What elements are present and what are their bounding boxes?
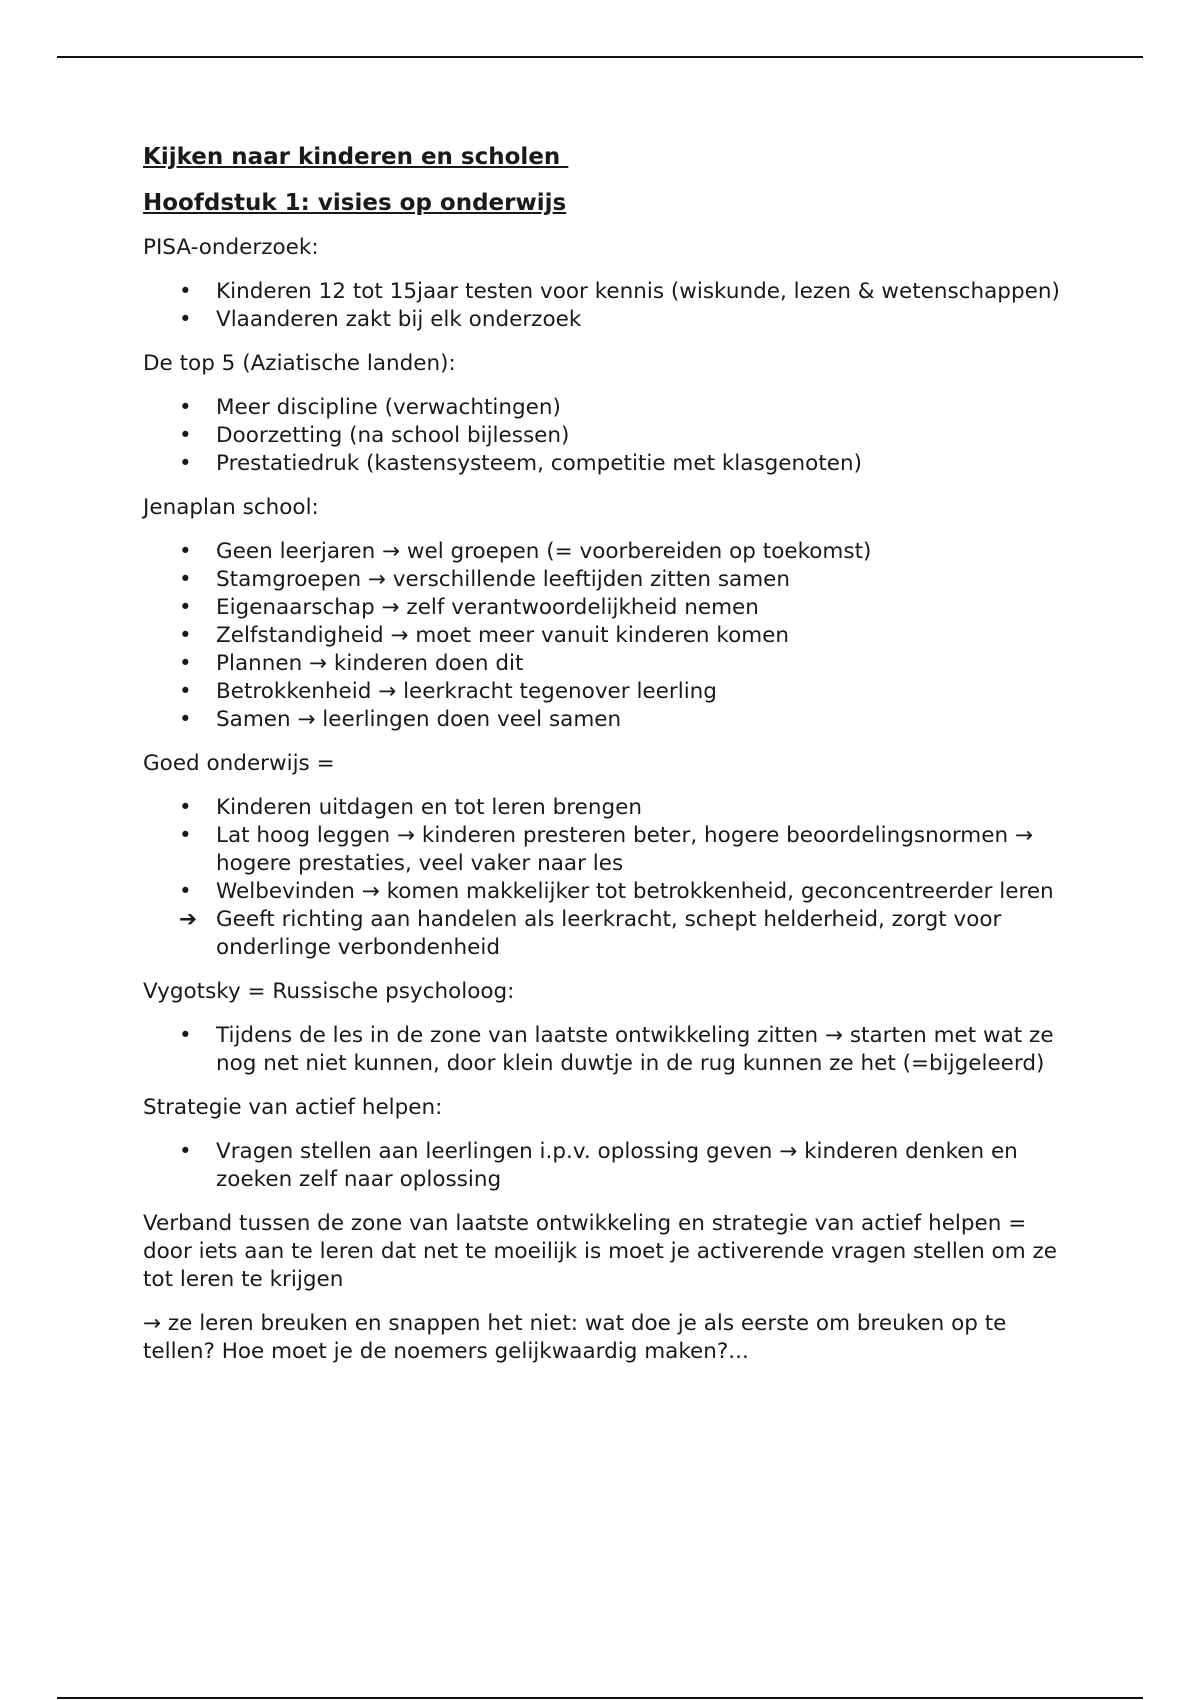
- document-title: Kijken naar kinderen en scholen: [143, 144, 569, 170]
- closing-paragraph: Verband tussen de zone van laatste ontwikkeling en strategie van actief helpen = door iets aan te leren dat net te moeilijk is moet je activerende vragen stellen om ze tot leren te krijgen: [143, 1211, 1057, 1292]
- list-item: [143, 794, 1063, 822]
- list-item: [143, 594, 1063, 622]
- list-item-text: Kinderen 12 tot 15jaar testen voor kennis (wiskunde, lezen & wetenschappen): [216, 279, 1060, 304]
- section-heading: Goed onderwijs =: [143, 751, 335, 776]
- chapter-title: Hoofdstuk 1: visies op onderwijs: [143, 190, 567, 216]
- list-item-text: Zelfstandigheid → moet meer vanuit kinderen komen: [216, 623, 790, 648]
- bullet-icon: •: [179, 795, 192, 820]
- section-heading: PISA-onderzoek:: [143, 235, 319, 260]
- list-item-text: Doorzetting (na school bijlessen): [216, 423, 570, 448]
- list-item-text: Welbevinden → komen makkelijker tot betrokkenheid, geconcentreerder leren: [216, 879, 1054, 904]
- closing-example: → ze leren breuken en snappen het niet: wat doe je als eerste om breuken op te tellen? Hoe moet je de noemers gelijkwaardig maken?...: [143, 1311, 1007, 1364]
- bullet-icon: •: [179, 707, 192, 732]
- bullet-icon: •: [179, 823, 192, 848]
- bullet-icon: •: [179, 307, 192, 332]
- list-item: [143, 538, 1063, 566]
- list-item-text: Meer discipline (verwachtingen): [216, 395, 561, 420]
- bullet-icon: •: [179, 279, 192, 304]
- list-item: [143, 822, 1063, 878]
- section-heading: Vygotsky = Russische psycholoog:: [143, 979, 515, 1004]
- list-item: [143, 422, 1063, 450]
- list-item-text: Vlaanderen zakt bij elk onderzoek: [216, 307, 582, 332]
- list-item: [143, 1022, 1063, 1078]
- list-item: [143, 906, 1063, 962]
- list-item: [143, 394, 1063, 422]
- bullet-icon: •: [179, 1023, 192, 1048]
- bullet-icon: •: [179, 879, 192, 904]
- header-rule: [57, 56, 1143, 58]
- list-item: [143, 306, 1063, 334]
- list-item-text: Geen leerjaren → wel groepen (= voorbereiden op toekomst): [216, 539, 872, 564]
- list-item-text: Plannen → kinderen doen dit: [216, 651, 524, 676]
- bullet-list: [143, 278, 1063, 334]
- list-item: [143, 622, 1063, 650]
- list-item: [143, 1138, 1063, 1194]
- list-item-text: Betrokkenheid → leerkracht tegenover leerling: [216, 679, 717, 704]
- list-item: [143, 278, 1063, 306]
- footer-rule: [57, 1697, 1143, 1699]
- document-body: [143, 142, 1063, 1382]
- bullet-list: [143, 538, 1063, 734]
- list-item-text: Eigenaarschap → zelf verantwoordelijkheid nemen: [216, 595, 759, 620]
- list-item-text: Tijdens de les in de zone van laatste ontwikkeling zitten → starten met wat ze nog net niet kunnen, door klein duwtje in de rug kunnen ze het (=bijgeleerd): [216, 1023, 1054, 1076]
- bullet-icon: •: [179, 679, 192, 704]
- bullet-icon: •: [179, 539, 192, 564]
- list-item: [143, 650, 1063, 678]
- list-item-text: Geeft richting aan handelen als leerkracht, schept helderheid, zorgt voor onderlinge verbondenheid: [216, 907, 1002, 960]
- list-item: [143, 706, 1063, 734]
- section-heading: Jenaplan school:: [143, 495, 319, 520]
- list-item-text: Vragen stellen aan leerlingen i.p.v. oplossing geven → kinderen denken en zoeken zelf naar oplossing: [216, 1139, 1018, 1192]
- bullet-icon: •: [179, 651, 192, 676]
- list-item: [143, 450, 1063, 478]
- bullet-icon: •: [179, 451, 192, 476]
- list-item: [143, 566, 1063, 594]
- bullet-icon: •: [179, 567, 192, 592]
- list-item: [143, 678, 1063, 706]
- bullet-list: [143, 1138, 1063, 1194]
- list-item-text: Samen → leerlingen doen veel samen: [216, 707, 622, 732]
- section-heading: De top 5 (Aziatische landen):: [143, 351, 456, 376]
- list-item: [143, 878, 1063, 906]
- list-item-text: Prestatiedruk (kastensysteem, competitie met klasgenoten): [216, 451, 862, 476]
- list-item-text: Lat hoog leggen → kinderen presteren beter, hogere beoordelingsnormen → hogere prestaties, veel vaker naar les: [216, 823, 1033, 876]
- bullet-icon: •: [179, 423, 192, 448]
- bullet-icon: •: [179, 623, 192, 648]
- list-item-text: Kinderen uitdagen en tot leren brengen: [216, 795, 642, 820]
- bullet-list: [143, 1022, 1063, 1078]
- arrow-right-icon: ➔: [179, 907, 198, 932]
- list-item-text: Stamgroepen → verschillende leeftijden zitten samen: [216, 567, 791, 592]
- bullet-list: [143, 394, 1063, 478]
- bullet-icon: •: [179, 1139, 192, 1164]
- section-heading: Strategie van actief helpen:: [143, 1095, 443, 1120]
- bullet-list: [143, 794, 1063, 962]
- bullet-icon: •: [179, 595, 192, 620]
- bullet-icon: •: [179, 395, 192, 420]
